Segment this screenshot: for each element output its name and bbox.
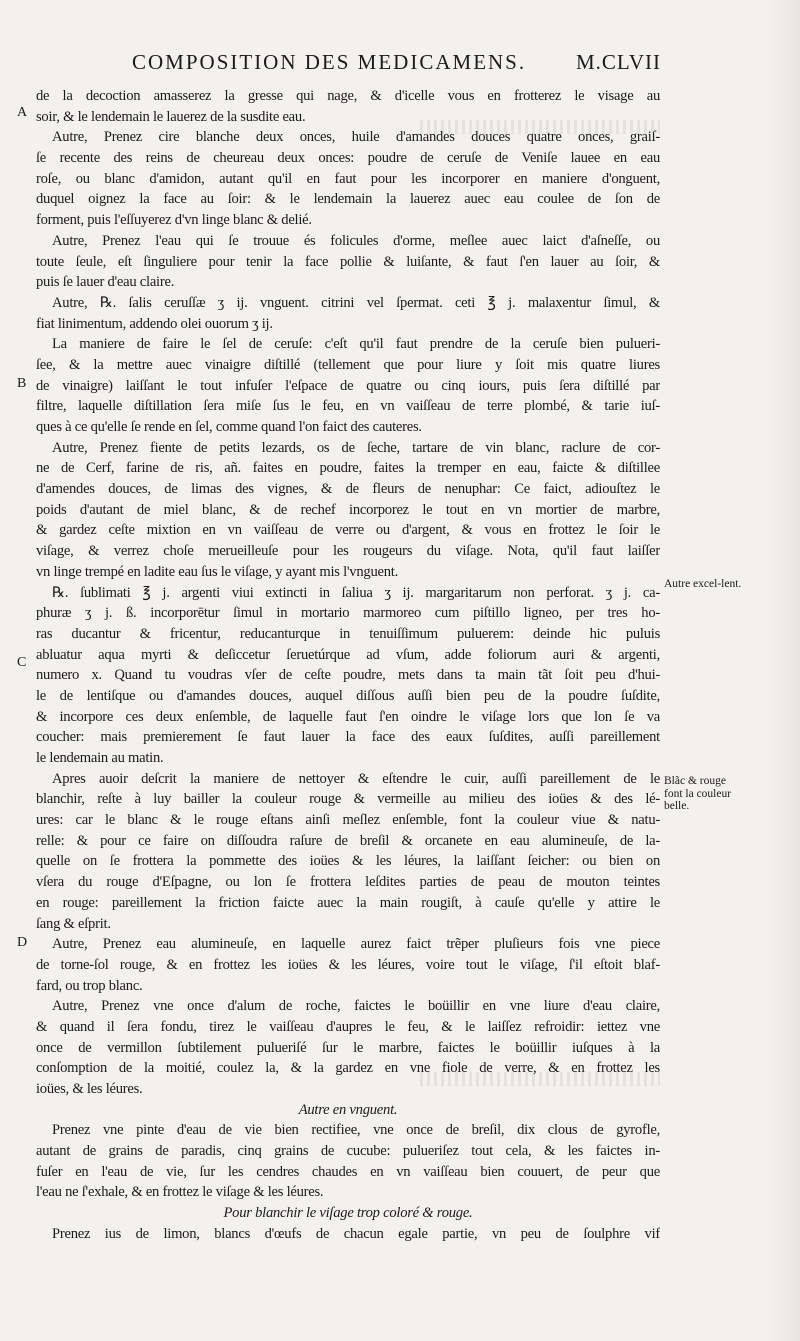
text-line: Autre, Prenez vne once d'alum de roche, faictes le boüillir en vne liure d'eau claire, [52, 998, 660, 1015]
text-line: ioües, & les léures. [36, 1081, 143, 1097]
text-line: Autre, Prenez fiente de petits lezards, os de ſeche, tartare de vin blanc, raclure de cor- [52, 439, 660, 456]
text-line: ſe recente des reins de cheureau deux onces: poudre de ceruſe de Veniſe lauee en eau [36, 150, 660, 167]
text-line: le lendemain au matin. [36, 750, 164, 766]
text-line: ℞. ſublimati ℥ j. argenti viui extincti in ſaliua ʒ ij. margaritarum non perforat. ʒ j. ca- [52, 584, 660, 601]
section-heading: Pour blanchir le viſage trop coloré & rouge. [223, 1205, 473, 1222]
text-line: ques à ce qu'elle ſe rende en ſel, comme quand l'on faict des cauteres. [36, 419, 422, 435]
text-line: Apres auoir deſcrit la maniere de nettoyer & eſtendre le cuir, auſſi pareillement de le [52, 770, 660, 787]
text-line: ſee, & la mettre auec vinaigre diſtillé (tellement que pour liure y ſoit mis quatre liures [36, 356, 660, 373]
text-line: Autre, ℞. ſalis ceruſſæ ʒ ij. vnguent. citrini vel ſpermat. ceti ℥ j. malaxentur ſimul, & [52, 294, 660, 311]
text-line: de torne-ſol rouge, & en frottez les ioües & les léures, voire tout le viſage, ſ'il eſtoit blaf- [36, 956, 660, 973]
text-line: en rouge: pareillement la friction faicte auec la main rougiſt, à cauſe qu'elle y attire le [36, 894, 660, 911]
text-line: phuræ ʒ j. ß. incorporētur ſimul in mortario marmoreo cum piſtillo ligneo, per tres ho- [36, 605, 660, 622]
text-line: Prenez ius de limon, blancs d'œufs de chacun egale partie, vn peu de ſoulphre vif [52, 1225, 660, 1242]
text-line: once de vermillon ſubtilement pulueriſé ſur le marbre, faictes le boüillir iuſques à la [36, 1039, 660, 1056]
text-line: roſe, ou blanc d'amidon, autant qu'il en faut pour les incorporer en maniere d'onguent, [36, 170, 660, 187]
text-line: La maniere de faire le ſel de ceruſe: c'eſt qu'il faut prendre de la ceruſe bien pulueri- [52, 336, 660, 353]
text-line: autant de grains de paradis, cinq grains de cucube: pulueriſez tout cela, & les faictes in- [36, 1143, 660, 1160]
text-line: Autre, Prenez cire blanche deux onces, huile d'amandes douces quatre onces, graiſ- [52, 129, 660, 146]
text-line: vſera du rouge d'Eſpagne, ou lon ſe frottera leſdites parties de peau de mouton teintes [36, 874, 660, 891]
text-line: relle: & pour ce faire on diſſoudra raſure de breſil & orcanete en eau alumineuſe, de la- [36, 832, 660, 849]
text-line: l'eau ne ſ'exhale, & en frottez le viſage & les léures. [36, 1184, 324, 1201]
text-line: viſage, & verrez choſe merueilleuſe pour les rougeurs du viſage. Nota, qu'il faut laiſſer [36, 543, 660, 560]
text-line: abluatur aqua myrti & deſiccetur ſeruetúrque ad vſum, adde foliorum auri & argenti, [36, 646, 660, 663]
folio-number: M.CLVII [576, 50, 661, 74]
text-line: conſomption de la moitié, coulez la, & la gardez en vne fiole de verre, & en frottez les [36, 1060, 660, 1077]
text-line: forment, puis l'eſſuyerez d'vn linge blanc & delié. [36, 212, 312, 229]
body-text [36, 86, 660, 1245]
margin-letter-c: C [17, 655, 27, 670]
text-line: puis ſe lauer d'eau claire. [36, 274, 175, 291]
text-line: Autre, Prenez eau alumineuſe, en laquelle aurez faict trẽper pluſieurs fois vne piece [52, 936, 660, 953]
text-line: ras ducantur & fricentur, reducanturque in tenuiſſimum puluerem: deinde hic puluis [36, 625, 660, 642]
text-line: soir, & le lendemain le lauerez de la susdite eau. [36, 108, 306, 125]
side-note-autre-excellent: Autre excel-lent. [664, 578, 742, 590]
text-line: de la decoction amasserez la gresse qui nage, & d'icelle vous en frotterez le visage au [36, 88, 660, 104]
text-line: & quand il ſera fondu, tirez le vaiſſeau d'aupres le feu, & le laiſſez refroidir: iettez vne [36, 1018, 660, 1035]
text-line: numero x. Quand tu voudras vſer de ceſte poudre, mets dans ta main tãt ſoit peu d'hui- [36, 667, 660, 684]
text-line: quelle on ſe frottera la pommette des ioües & les léures, la laiſſant ſeicher: ou bien on [36, 853, 660, 870]
text-line: poids d'autant de miel blanc, & de rechef incorporez le tout en vn mortier de marbre, [36, 501, 660, 518]
text-line: le de lentiſque ou d'amandes douces, auquel diſſous auſſi bien peu de la poudre ſuſdite, [36, 687, 660, 704]
text-line: toute ſeule, eſt ſinguliere pour tenir la face pollie & luiſante, & faut ſ'en lauer au ſoir, & [36, 253, 660, 270]
text-line: ſang & eſprit. [36, 915, 111, 932]
margin-letter-b: B [17, 376, 27, 391]
page-header [0, 50, 800, 84]
text-line: & incorpore ces deux enſemble, de laquelle faut ſ'en oindre le viſage lors que lon ſe va [36, 708, 660, 725]
text-line: duquel oignez la face au ſoir: & le lendemain la lauerez auec eau coulee de ſon de [36, 191, 660, 208]
text-line: fiat linimentum, addendo olei ouorum ʒ ij. [36, 315, 273, 332]
text-line: d'amendes douces, de limas des vignes, & de fleurs de nenuphar: Ce faict, adiouſtez le [36, 481, 660, 498]
text-line: blanchir, reſte à luy bailler la couleur rouge & vermeille au milieu des ioües & des lé- [36, 791, 660, 808]
text-line: ures: car le blanc & le rouge eſtans ainſi meſlez enſemble, font la couleur viue & natu- [36, 812, 660, 829]
section-heading: Autre en vnguent. [298, 1101, 398, 1118]
text-line: Prenez vne pinte d'eau de vie bien rectifiee, vne once de breſil, dix clous de gyrofle, [52, 1122, 660, 1139]
text-line: Autre, Prenez l'eau qui ſe trouue és folicules d'orme, meſlee auec laict d'aſneſſe, ou [52, 232, 660, 249]
text-line: filtre, laquelle diſtillation ſera miſe ſus le feu, en vn vaiſſeau de terre plombé, & tarie iuſ- [36, 398, 660, 415]
text-line: coucher: mais premierement ſe faut lauer la face des eaux ſuſdites, auſſi pareillement [36, 729, 660, 746]
side-note-blanc-rouge: Blãc & rouge font la couleur belle. [664, 775, 732, 812]
running-title: COMPOSITION DES MEDICAMENS. [132, 50, 527, 74]
text-line: de vinaigre) laiſſant le tout infuſer l'eſpace de quatre ou cinq iours, puis ſera diſtillé par [36, 377, 660, 394]
text-line: ne de Cerf, farine de ris, añ. faites en poudre, faites la tremper en eau, faicte & diſtillee [36, 460, 660, 477]
text-line: fard, ou trop blanc. [36, 977, 143, 994]
text-line: vn linge trempé en ladite eau ſus le viſage, y ayant mis l'vnguent. [36, 563, 398, 580]
text-line: & gardez ceſte mixtion en vn vaiſſeau de verre ou d'argent, & vous en frottez le ſoir le [36, 522, 660, 539]
page-edge-shadow [770, 0, 800, 1341]
text-line: fuſer en l'eau de vie, ſur les cendres chaudes en vn vaiſſeau bien couuert, de peur que [36, 1163, 660, 1180]
margin-letter-d: D [17, 935, 28, 950]
margin-letter-a: A [17, 105, 28, 120]
